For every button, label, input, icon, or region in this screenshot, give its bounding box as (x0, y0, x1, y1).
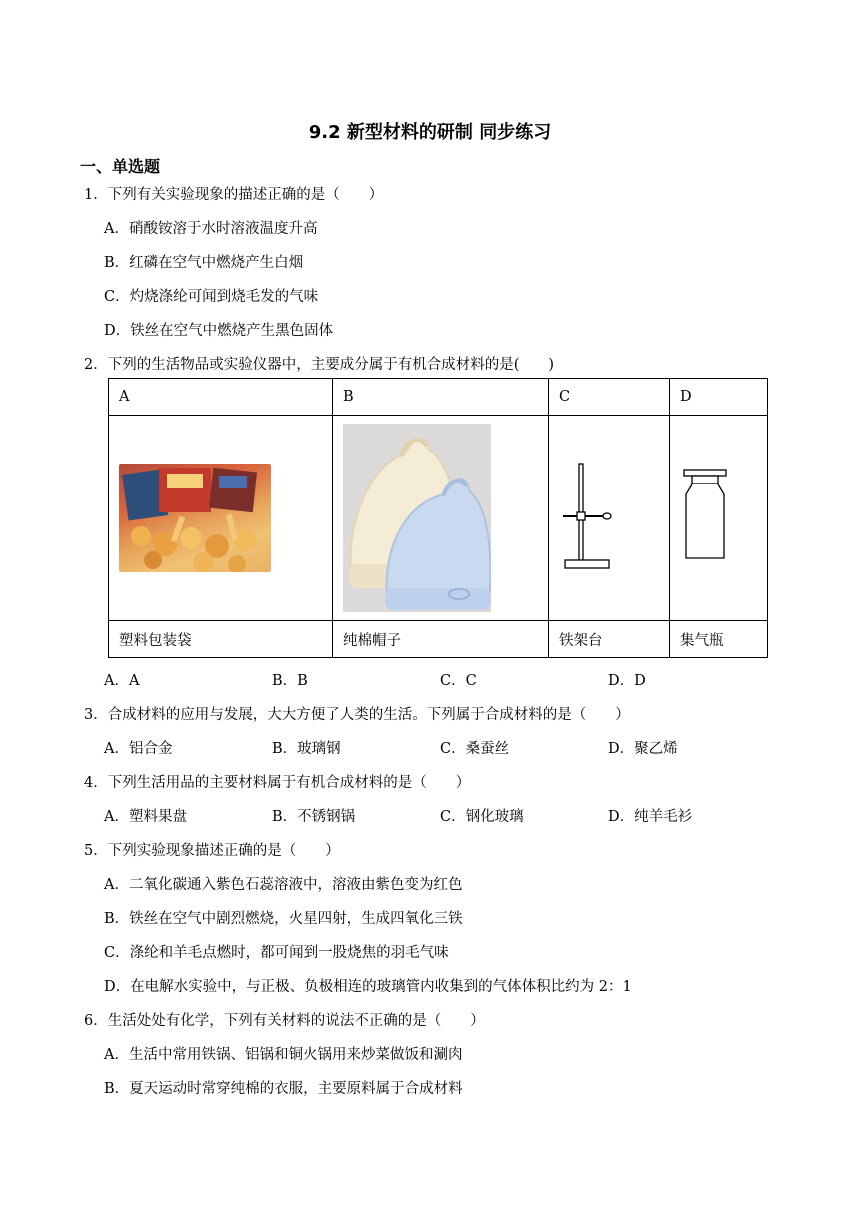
question-4-stem: 4．下列生活用品的主要材料属于有机合成材料的是（ ） (84, 775, 471, 791)
iron-stand-drawing (559, 456, 619, 576)
page-title: 9.2 新型材料的研制 同步练习 (308, 122, 552, 143)
question-5-option-a: A．二氧化碳通入紫色石蕊溶液中，溶液由紫色变为红色 (104, 877, 463, 893)
question-1-option-b: B．红磷在空气中燃烧产生白烟 (104, 255, 304, 271)
question-2-option-a: A．A (104, 673, 140, 689)
question-4-option-b: B．不锈钢锅 (272, 809, 356, 825)
question-5-option-d: D．在电解水实验中，与正极、负极相连的玻璃管内收集到的气体体积比约为 2：1 (104, 979, 632, 995)
question-1-option-d: D．铁丝在空气中燃烧产生黑色固体 (104, 323, 334, 339)
question-5-option-b: B．铁丝在空气中剧烈燃烧，火星四射，生成四氧化三铁 (104, 911, 463, 927)
table-cell-image-c (549, 416, 670, 621)
question-4-option-d: D．纯羊毛衫 (608, 809, 693, 825)
question-6-option-b: B．夏天运动时常穿纯棉的衣服，主要原料属于合成材料 (104, 1081, 463, 1097)
question-3-option-d: D．聚乙烯 (608, 741, 678, 757)
question-1-option-c: C．灼烧涤纶可闻到烧毛发的气味 (104, 289, 319, 305)
cotton-hats-photo (343, 424, 491, 612)
question-3-option-b: B．玻璃钢 (272, 741, 341, 757)
table-label-d: 集气瓶 (670, 621, 768, 658)
question-3-stem: 3．合成材料的应用与发展，大大方便了人类的生活。下列属于合成材料的是（ ） (84, 707, 630, 723)
question-1-option-a: A．硝酸铵溶于水时溶液温度升高 (104, 221, 318, 237)
table-header-row (109, 379, 768, 416)
table-label-b: 纯棉帽子 (333, 621, 549, 658)
table-header-b: B (333, 379, 549, 416)
question-2-option-b: B．B (272, 673, 308, 689)
table-cell-image-a (109, 416, 333, 621)
table-cell-image-b (333, 416, 549, 621)
question-4-option-c: C．钢化玻璃 (440, 809, 524, 825)
table-image-row (109, 416, 768, 621)
question-2-stem: 2．下列的生活物品或实验仪器中，主要成分属于有机合成材料的是( ) (84, 357, 555, 373)
table-header-a: A (109, 379, 333, 416)
table-header-d: D (670, 379, 768, 416)
question-2-table (108, 378, 768, 658)
question-2-option-c: C．C (440, 673, 477, 689)
gas-bottle-drawing (680, 466, 730, 566)
table-cell-image-d (670, 416, 768, 621)
question-5-stem: 5．下列实验现象描述正确的是（ ） (84, 843, 340, 859)
table-label-row (109, 621, 768, 658)
question-4-option-a: A．塑料果盘 (104, 809, 187, 825)
question-1-stem: 1．下列有关实验现象的描述正确的是（ ） (84, 187, 384, 203)
table-label-c: 铁架台 (549, 621, 670, 658)
table-label-a: 塑料包装袋 (109, 621, 333, 658)
question-6-stem: 6．生活处处有化学，下列有关材料的说法不正确的是（ ） (84, 1013, 485, 1029)
question-5-option-c: C．涤纶和羊毛点燃时，都可闻到一股烧焦的羽毛气味 (104, 945, 449, 961)
question-3-option-c: C．桑蚕丝 (440, 741, 510, 757)
section-heading: 一、单选题 (80, 157, 161, 176)
snack-bags-photo (119, 464, 271, 572)
question-6-option-a: A．生活中常用铁锅、铝锅和铜火锅用来炒菜做饭和涮肉 (104, 1047, 463, 1063)
question-3-option-a: A．铝合金 (104, 741, 173, 757)
question-2-option-d: D．D (608, 673, 646, 689)
table-header-c: C (549, 379, 670, 416)
